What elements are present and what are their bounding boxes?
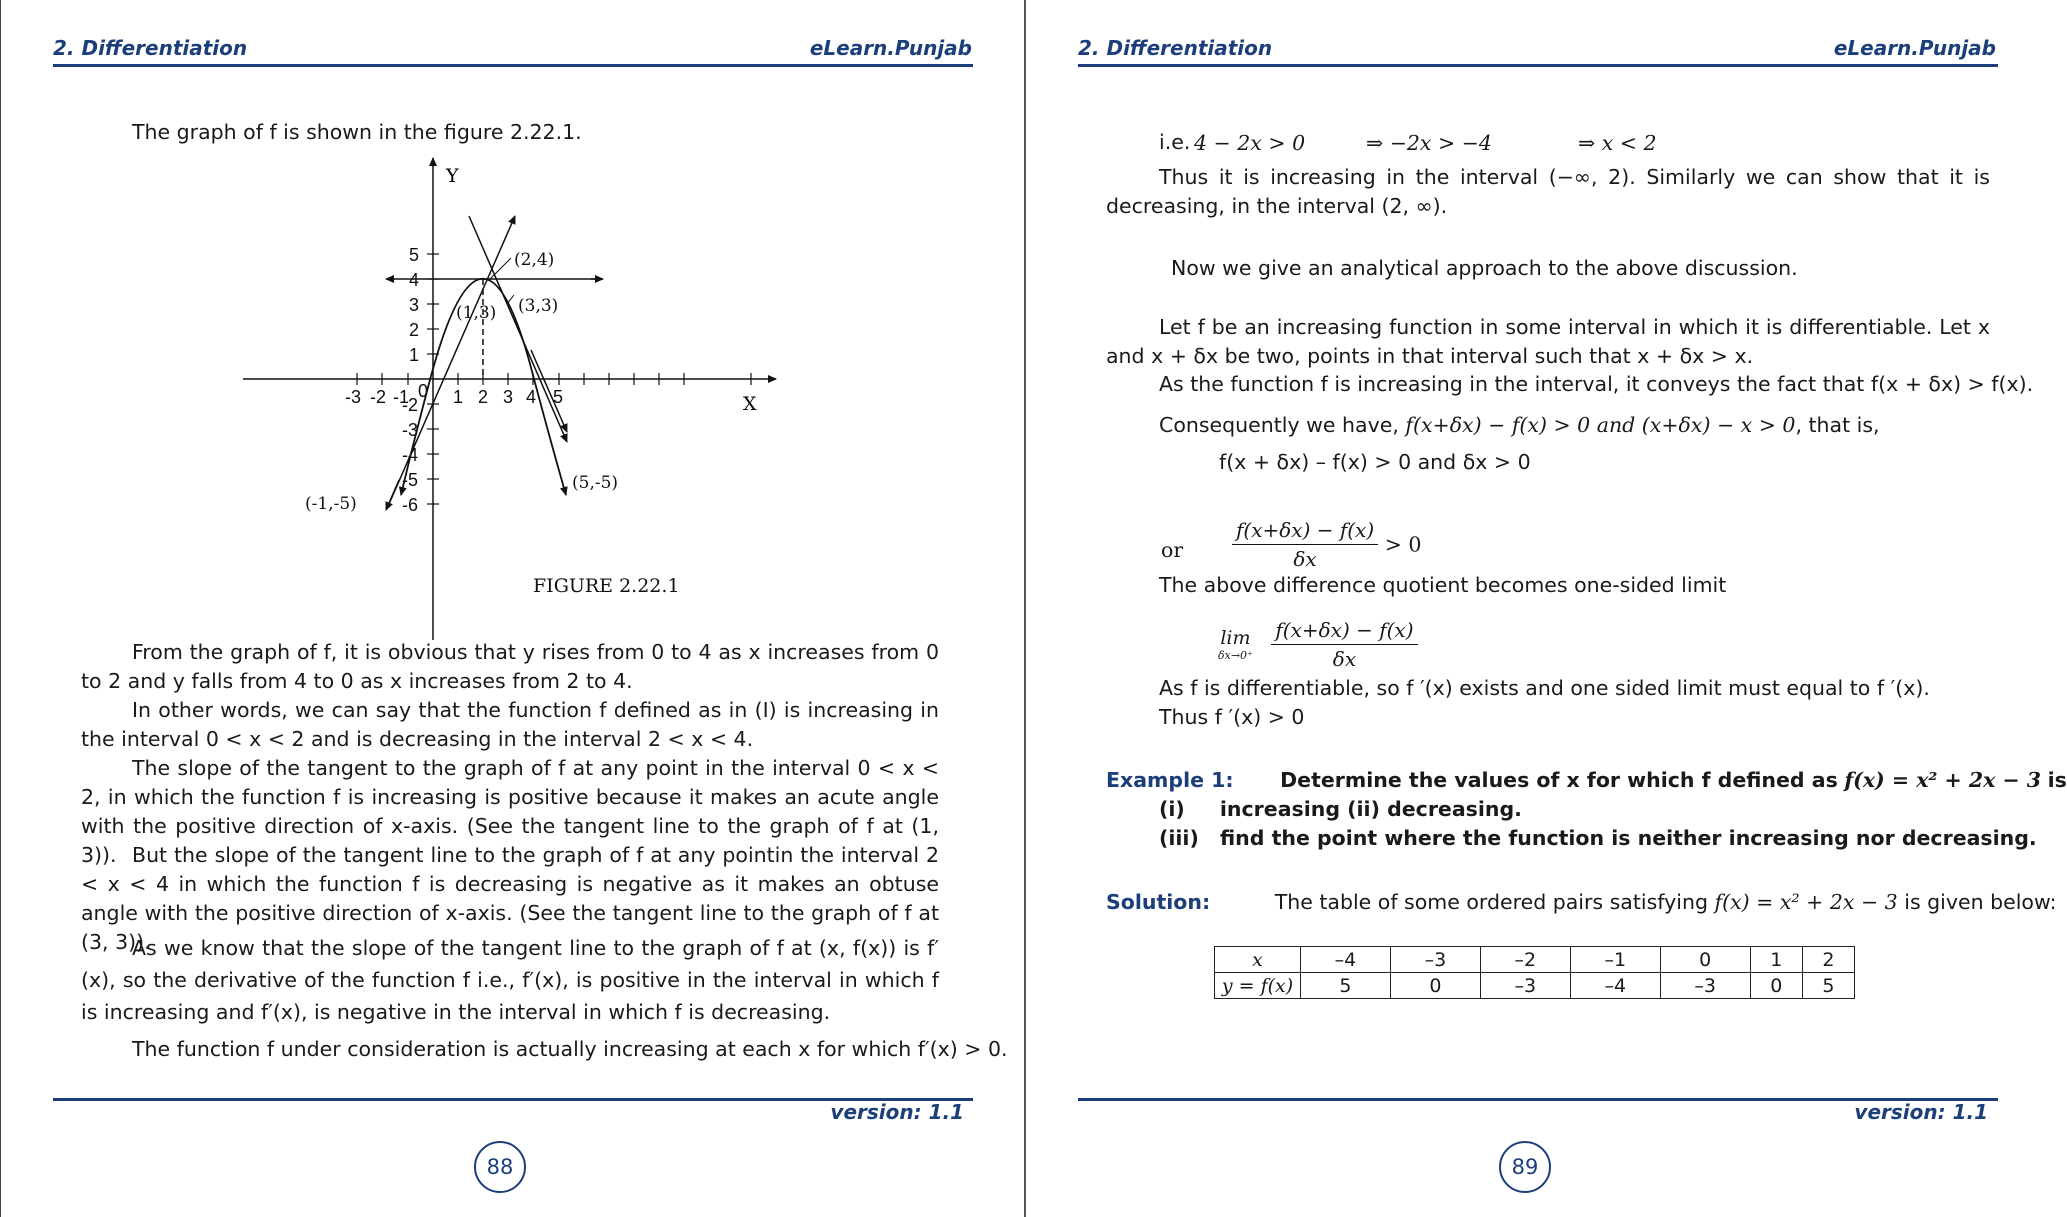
table-cell: –3 — [1390, 947, 1480, 973]
table-cell: 2 — [1802, 947, 1854, 973]
limit-numerator: f(x+δx) − f(x) — [1271, 618, 1417, 645]
paragraph-r5-tail: , that is, — [1795, 413, 1880, 437]
y-tick-label: -4 — [402, 445, 419, 465]
paragraph-5-text: As we know that the slope of the tangent line to the graph of f at (x, f(x)) is f′(x), so the derivative of the function f i.e., f′(x), is positive in the interval in which f is increasing and f′(x), is negative in the interval in which f is decreasing. — [81, 936, 939, 1024]
paragraph-r5-expr: f(x+δx) − f(x) > 0 and (x+δx) − x > 0 — [1405, 413, 1796, 437]
fraction-denominator: δx — [1293, 547, 1317, 571]
paragraph-r4: As the function f is increasing in the interval, it conveys the fact that f(x + δx) > f(x). — [1159, 372, 2034, 396]
table-cell: 5 — [1301, 973, 1391, 999]
y-tick-label: 2 — [409, 320, 420, 340]
ie-inequality-a: 4 − 2x > 0 — [1194, 131, 1306, 155]
paragraph-2 — [81, 696, 939, 754]
or-label: or — [1161, 538, 1184, 562]
lim-subscript: δx→0⁺ — [1218, 649, 1253, 662]
y-tick-label: 5 — [409, 245, 420, 265]
chapter-header: 2. Differentiation — [53, 36, 248, 60]
part-iii-text: find the point where the function is neither increasing nor decreasing. — [1219, 826, 2037, 850]
intro-text: The graph of f is shown in the figure 2.22.1. — [132, 120, 582, 144]
limit-fraction — [1271, 618, 1417, 671]
paragraph-r6: f(x + δx) – f(x) > 0 and δx > 0 — [1219, 450, 1531, 474]
version-label: version: 1.1 — [830, 1100, 964, 1124]
example-heading — [1106, 768, 2067, 792]
part-iii-label: (iii) — [1159, 826, 1199, 850]
difference-quotient-fraction — [1232, 518, 1378, 571]
solution-line — [1106, 890, 2057, 914]
part-i-label: (i) — [1159, 797, 1185, 821]
table-cell: –4 — [1301, 947, 1391, 973]
y-tick-label: 3 — [409, 295, 420, 315]
x-tick-label: 3 — [503, 387, 514, 407]
x-tick-label: 0 — [418, 381, 429, 401]
solution-text-tail: is given below: — [1904, 890, 2057, 914]
x-tick-label: -1 — [393, 387, 410, 407]
example-text: Determine the values of x for which f defined as — [1280, 768, 1838, 792]
x-tick-label: 5 — [553, 387, 564, 407]
y-axis-label: Y — [446, 165, 459, 187]
ie-inequality-c: ⇒ x < 2 — [1578, 131, 1657, 155]
table-row — [1215, 973, 1855, 999]
paragraph-5 — [81, 932, 939, 1028]
x-tick-label: 2 — [478, 387, 489, 407]
chapter-header: 2. Differentiation — [1078, 36, 1273, 60]
paragraph-r1 — [1106, 163, 1990, 221]
point-label-1-3: (1,3) — [456, 303, 497, 323]
page-88 — [0, 0, 1024, 1217]
paragraph-4-text: But the slope of the tangent line to the graph of f at any pointin the interval 2 < x < 4 in which the function f is decreasing is negative as it makes an obtuse angle with the positive direction of x-axis. (See the tangent line to the graph of f at (3, 3)). — [81, 843, 939, 954]
point-label-neg1-neg5: (-1,-5) — [305, 494, 357, 514]
table-cell: –4 — [1570, 973, 1660, 999]
y-tick-label: -3 — [402, 420, 419, 440]
x-tick-label: 1 — [453, 387, 464, 407]
fraction-numerator: f(x+δx) − f(x) — [1232, 518, 1378, 545]
y-tick-label: -5 — [402, 470, 419, 490]
header-rule — [53, 64, 973, 67]
part-i-text: increasing (ii) decreasing. — [1219, 797, 1522, 821]
solution-label: Solution: — [1106, 890, 1211, 914]
paragraph-3-text: The slope of the tangent to the graph of f at any point in the interval 0 < x < 2, in which the function f is increasing is positive because it makes an acute angle with the positive direction of x-axis. (See the tangent line to the graph of f at (1, 3)). — [81, 756, 939, 867]
paragraph-6: The function f under consideration is actually increasing at each x for which f′(x) > 0. — [132, 1037, 1008, 1061]
ie-inequality-b: ⇒ −2x > −4 — [1366, 131, 1492, 155]
y-tick-label: 1 — [409, 345, 420, 365]
paragraph-r8: As f is differentiable, so f ′(x) exists and one sided limit must equal to f ′(x). — [1159, 676, 1930, 700]
table-cell: 0 — [1390, 973, 1480, 999]
solution-function: f(x) = x² + 2x − 3 — [1714, 890, 1898, 914]
y-tick-label: -2 — [402, 395, 419, 415]
paragraph-r3 — [1106, 313, 1990, 371]
table-cell: –1 — [1570, 947, 1660, 973]
lim-word: lim — [1220, 627, 1251, 649]
values-table — [1214, 946, 1855, 999]
point-label-3-3: (3,3) — [518, 296, 559, 316]
table-cell: 0 — [1750, 973, 1802, 999]
example-part-i — [1159, 797, 1522, 821]
function-graph-figure — [231, 150, 801, 650]
point-label-5-neg5: (5,-5) — [572, 473, 619, 493]
point-label-2-4: (2,4) — [514, 250, 555, 270]
solution-text: The table of some ordered pairs satisfying — [1274, 890, 1708, 914]
paragraph-1-text: From the graph of f, it is obvious that y rises from 0 to 4 as x increases from 0 to 2 and y falls from 4 to 0 as x increases from 2 to 4. — [81, 640, 939, 693]
example-part-iii — [1159, 826, 2037, 850]
example-function: f(x) = x² + 2x − 3 — [1844, 768, 2042, 792]
paragraph-2-text: In other words, we can say that the function f defined as in (I) is increasing in the interval 0 < x < 2 and is decreasing in the interval 2 < x < 4. — [81, 698, 939, 751]
y-tick-label: 4 — [409, 270, 420, 290]
brand-header: eLearn.Punjab — [1833, 36, 1996, 60]
page-number-89: 89 — [1499, 1141, 1551, 1193]
ie-label: i.e. — [1159, 130, 1191, 154]
y-tick-label: -6 — [402, 495, 419, 515]
table-row — [1215, 947, 1855, 973]
example-label: Example 1: — [1106, 768, 1234, 792]
x-axis-label: X — [743, 393, 757, 415]
paragraph-r5 — [1159, 413, 1880, 437]
paragraph-r3-text: Let f be an increasing function in some interval in which it is differentiable. Let x and x + δx be two, points in that interval such that x + δx > x. — [1106, 315, 1990, 368]
paragraph-r9: Thus f ′(x) > 0 — [1159, 705, 1305, 729]
table-cell: 0 — [1660, 947, 1750, 973]
x-tick-label: -3 — [345, 387, 362, 407]
table-cell: 1 — [1750, 947, 1802, 973]
page-89 — [1024, 0, 2067, 1217]
difference-quotient — [1232, 518, 1421, 571]
paragraph-1 — [81, 638, 939, 696]
limit-denominator: δx — [1332, 647, 1357, 671]
brand-header: eLearn.Punjab — [809, 36, 972, 60]
x-tick-label: 4 — [526, 387, 537, 407]
header-rule — [1078, 64, 1998, 67]
table-cell: –2 — [1480, 947, 1570, 973]
version-label: version: 1.1 — [1854, 1100, 1988, 1124]
paragraph-r1-text: Thus it is increasing in the interval (−∞, 2). Similarly we can show that it is decreasing, in the interval (2, ∞). — [1106, 165, 1990, 218]
example-text-tail: is — [2047, 768, 2067, 792]
one-sided-limit — [1218, 618, 1418, 671]
page-number-88: 88 — [474, 1141, 526, 1193]
limit-operator — [1218, 627, 1253, 662]
paragraph-r5-lead: Consequently we have, — [1159, 413, 1399, 437]
table-header-x: x — [1215, 947, 1301, 973]
paragraph-r2: Now we give an analytical approach to the above discussion. — [1171, 256, 1798, 280]
figure-caption: FIGURE 2.22.1 — [533, 575, 680, 597]
table-header-y: y = f(x) — [1215, 973, 1301, 999]
table-cell: 5 — [1802, 973, 1854, 999]
x-tick-label: -2 — [370, 387, 387, 407]
paragraph-r7: The above difference quotient becomes one-sided limit — [1159, 573, 1727, 597]
table-cell: –3 — [1480, 973, 1570, 999]
table-cell: –3 — [1660, 973, 1750, 999]
fraction-rhs: > 0 — [1384, 532, 1422, 557]
